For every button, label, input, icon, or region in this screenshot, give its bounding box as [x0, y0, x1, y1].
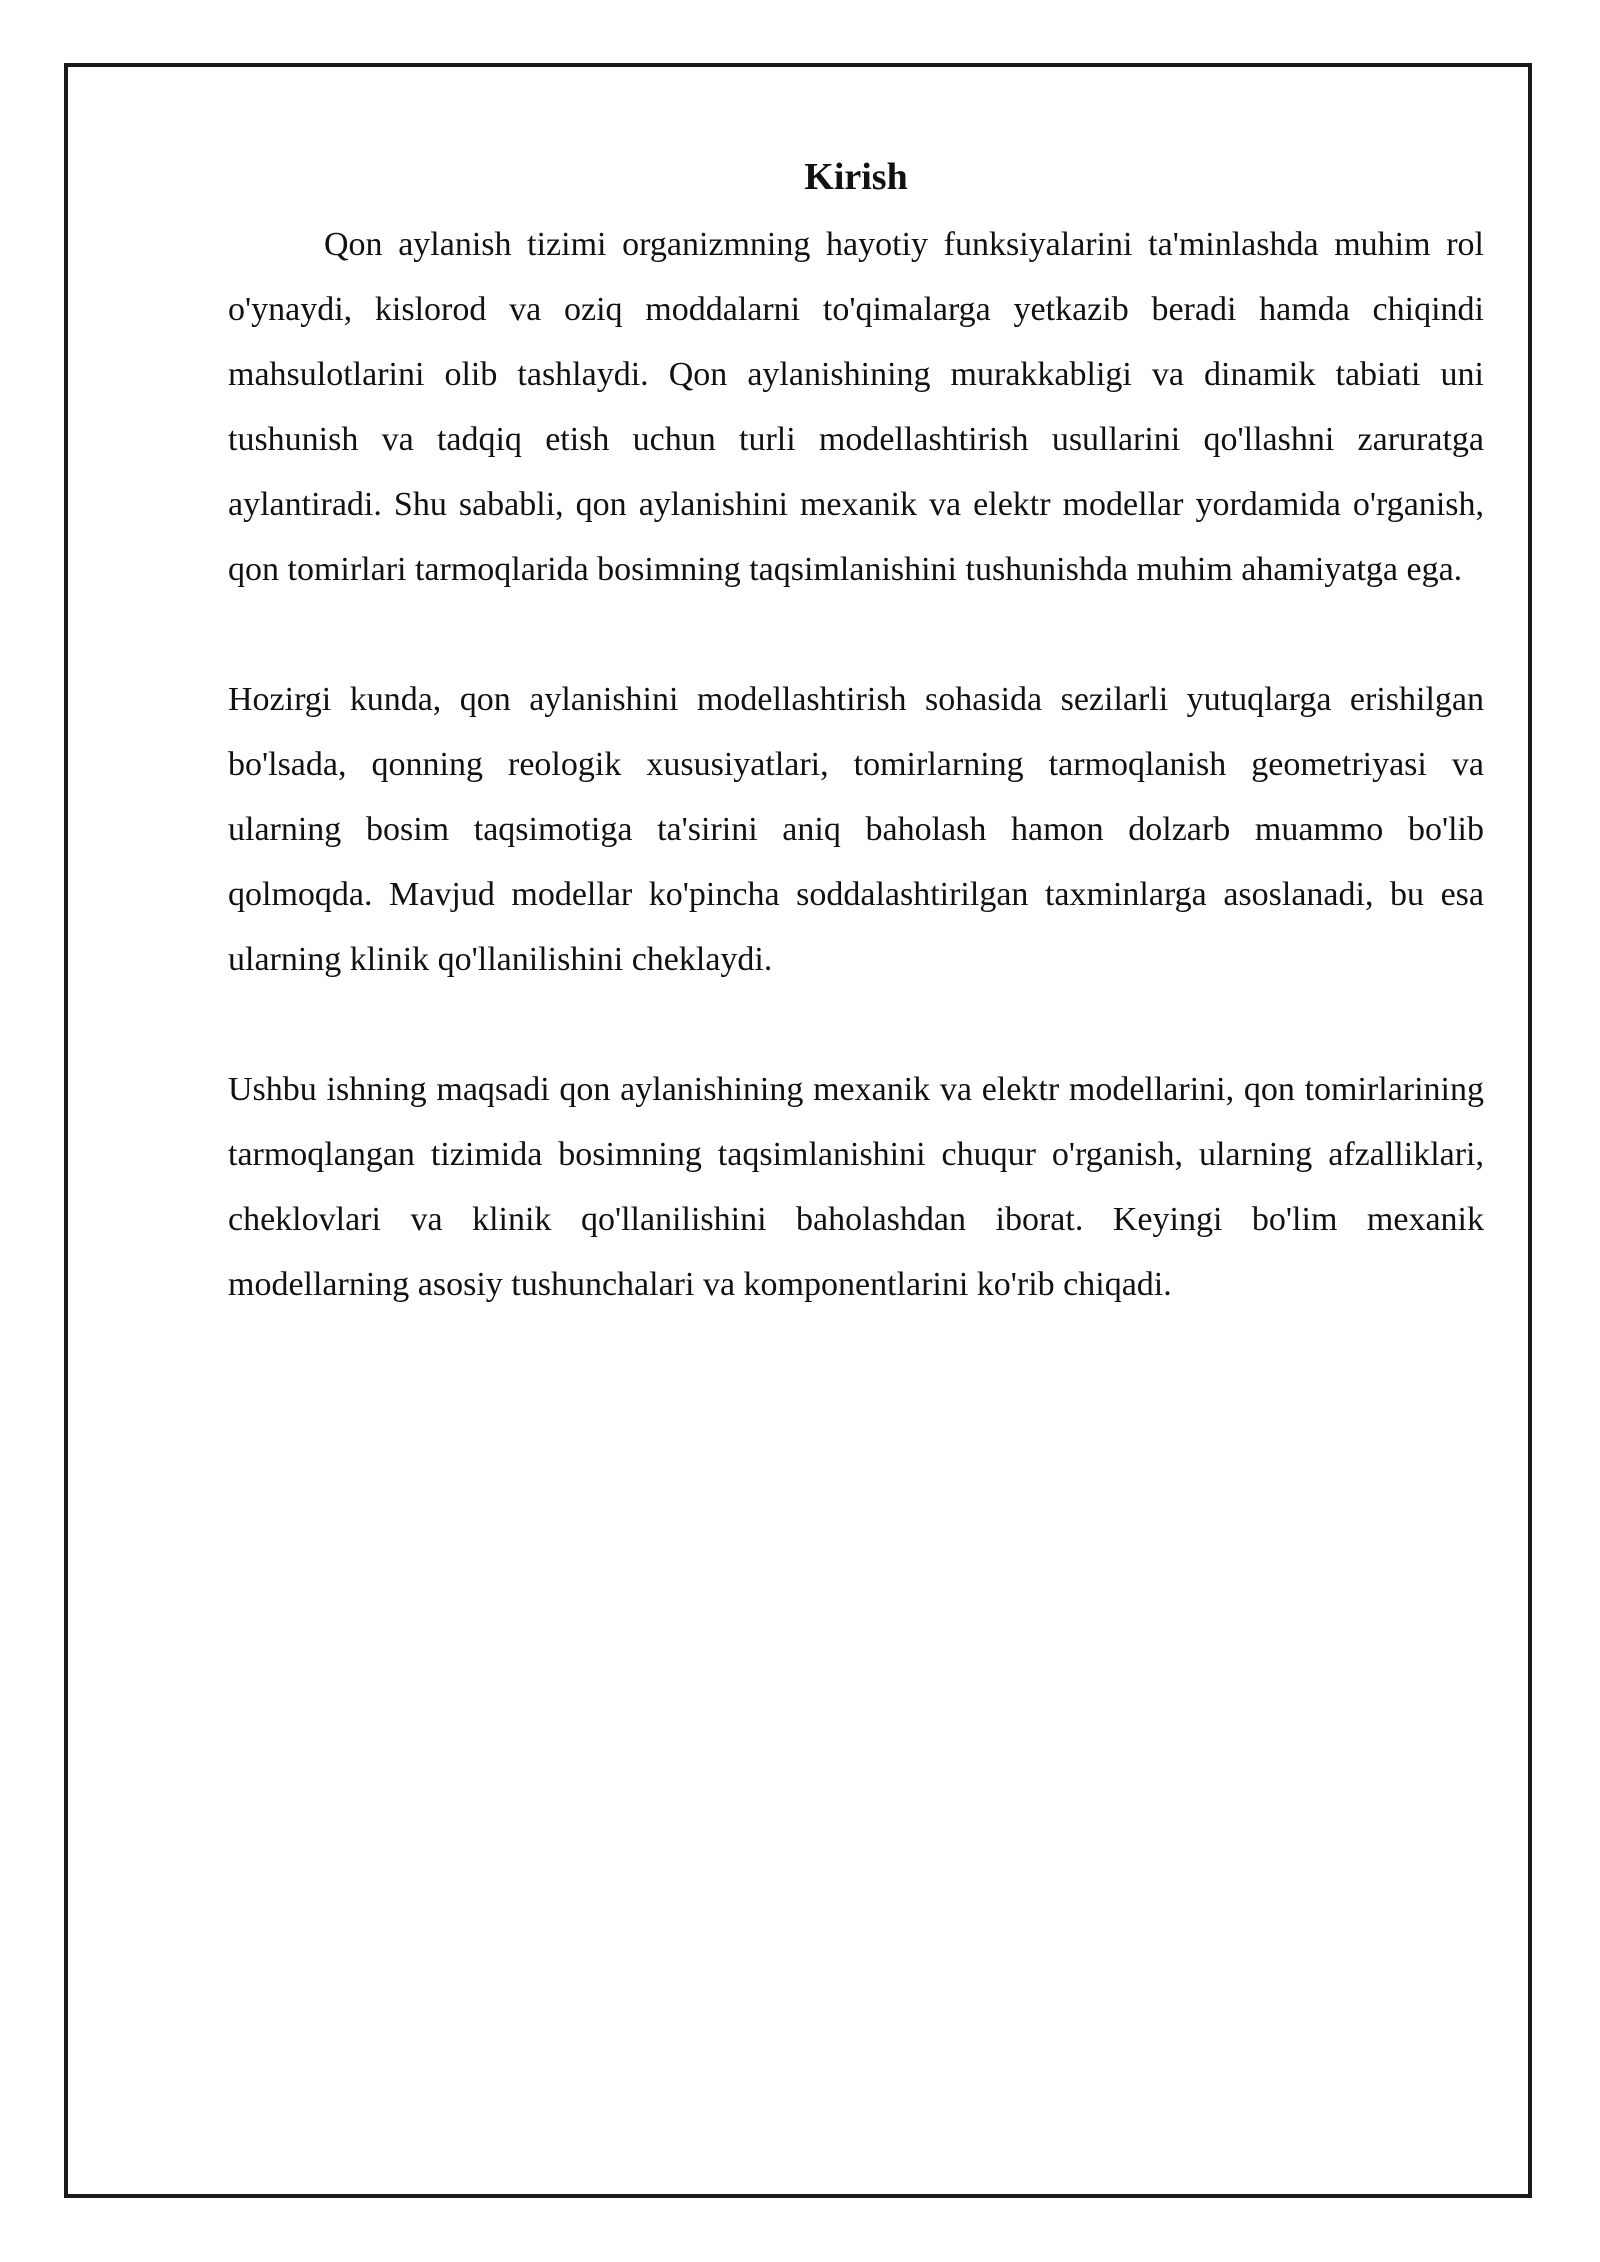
paragraph-goal: Ushbu ishning maqsadi qon aylanishining mexanik va elektr modellarini, qon tomirlarining tarmoqlangan tizimida bosimning taqsimlanishini chuqur o'rganish, ularning afzalliklari, cheklovlari va klinik qo'llanilishini baholashdan iborat. Keyingi bo'lim mexanik modellarning asosiy tushunchalari va komponentlarini ko'rib chiqadi. — [228, 1071, 1484, 1303]
paragraph-intro: Qon aylanish tizimi organizmning hayotiy funksiyalarini ta'minlashda muhim rol o'ynaydi, kislorod va oziq moddalarni to'qimalarga yetkazib beradi hamda chiqindi mahsulotlarini olib tashlaydi. Qon aylanishining murakkabligi va dinamik tabiati uni tushunish va tadqiq etish uchun turli modellashtirish usullarini qo'llashni zaruratga aylantiradi. Shu sababli, qon aylanishini mexanik va elektr modellar yordamida o'rganish, qon tomirlari tarmoqlarida bosimning taqsimlanishini tushunishda muhim ahamiyatga ega. — [228, 226, 1484, 588]
document-body — [228, 142, 1484, 1317]
document-title: Kirish — [804, 156, 908, 198]
paragraph-current-state: Hozirgi kunda, qon aylanishini modellashtirish sohasida sezilarli yutuqlarga erishilgan bo'lsada, qonning reologik xususiyatlari, tomirlarning tarmoqlanish geometriyasi va ularning bosim taqsimotiga ta'sirini aniq baholash hamon dolzarb muammo bo'lib qolmoqda. Mavjud modellar ko'pincha soddalashtirilgan taxminlarga asoslanadi, bu esa ularning klinik qo'llanilishini cheklaydi. — [228, 681, 1484, 978]
